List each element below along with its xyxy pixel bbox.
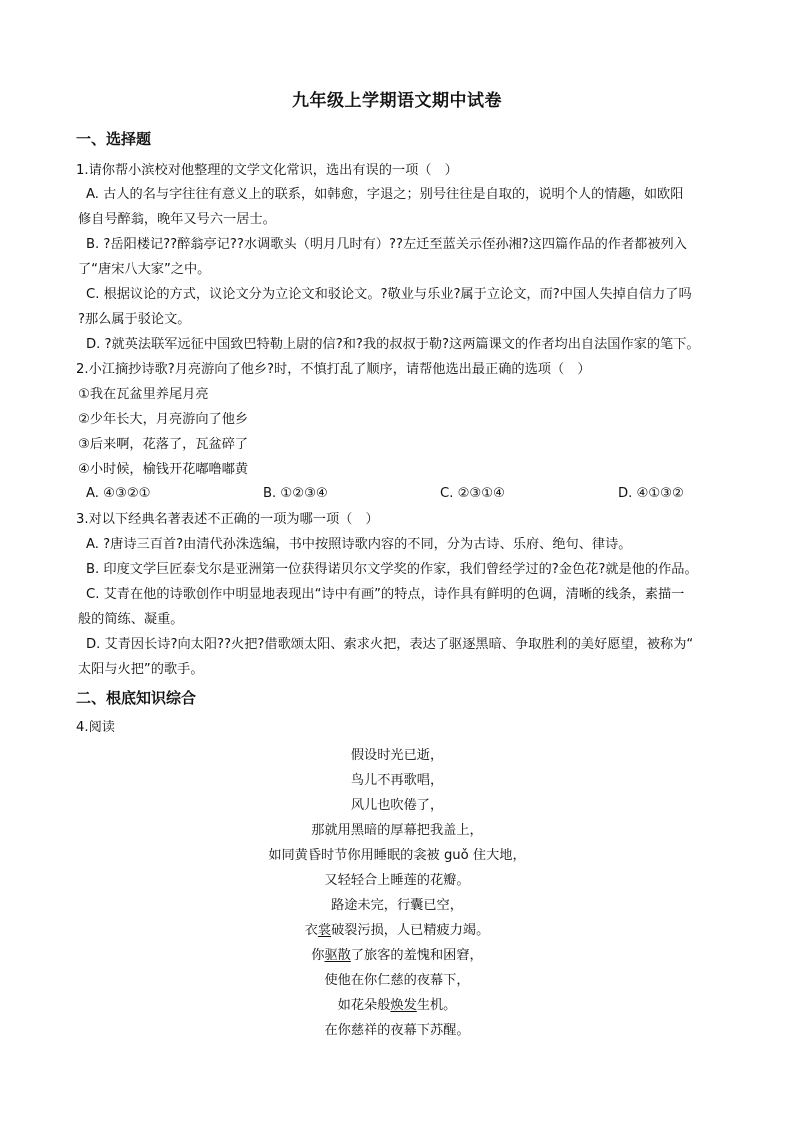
poem-text: 破裂污损，人已精疲力竭。 [331,923,490,938]
poem-line: 在你慈祥的夜幕下苏醒。 [324,1023,470,1038]
q3-option-d: D. 艾青因长诗?向太阳??火把?借歌颂太阳、索求火把，表达了驱逐黑暗、争取胜利的美好愿望，被称为“ [86,637,694,652]
q3-option-c: C. 艾青在他的诗歌创作中明显地表现出“诗中有画”的特点，诗作具有鲜明的色调，清晰的线条，素描一 [86,587,685,602]
section-heading-basics: 二、根底知识综合 [76,689,197,707]
q2-stem: 2.小江摘抄诗歌?月亮游向了他乡?时，不慎打乱了顺序，请帮他选出最正确的选项（ ） [76,362,591,377]
poem-text: 衣 [304,923,318,938]
underlined-word: 裳 [317,923,332,938]
q1-option-c: C. 根据议论的方式，议论文分为立论文和驳论文。?敬业与乐业?属于立论文，而?中国人失掉自信力了吗 [86,287,692,302]
q1-option-d: D. ?就英法联军远征中国致巴特勒上尉的信?和?我的叔叔于勒?这两篇课文的作者均出自法国作家的笔下。 [86,337,700,352]
q2-line-4: ④小时候，榆钱开花嘟噜嘟黄 [78,462,249,477]
poem-line [0,994,794,1013]
q1-option-a-cont: 修自号醉翁，晚年又号六一居士。 [78,212,276,227]
poem-line [0,944,794,963]
underlined-word: 焕发 [390,998,417,1013]
poem-line: 使他在你仁慈的夜幕下， [324,973,470,988]
q3-option-b: B. 印度文学巨匠泰戈尔是亚洲第一位获得诺贝尔文学奖的作家，我们曾经学过的?金色花?就是他的作品。 [86,562,698,577]
poem-line: 鸟儿不再歌唱， [350,773,444,788]
page-title: 九年级上学期语文期中试卷 [292,91,502,111]
poem-line: 那就用黑暗的厚幕把我盖上， [311,823,483,838]
poem-line: 如同黄昏时节你用睡眠的衾被 guǒ 住大地， [268,848,526,863]
q2-option-b: B. ①②③④ [263,486,328,501]
q3-stem: 3.对以下经典名著表述不正确的一项为哪一项（ ） [76,512,379,527]
q2-line-2: ②少年长大，月亮游向了他乡 [78,412,249,427]
q4-stem: 4.阅读 [76,720,115,735]
poem-text: 了旅客的羞愧和困窘， [350,948,483,963]
q3-option-d-cont: 太阳与火把”的歌手。 [78,662,204,677]
poem-text: 如花朵般 [337,998,391,1013]
q3-option-c-cont: 般的简练、凝重。 [78,612,184,627]
poem-line: 假设时光已逝， [350,748,444,763]
q1-stem: 1.请你帮小滨校对他整理的文学文化常识，选出有误的一项（ ） [76,163,458,178]
q2-line-3: ③后来啊，花落了，瓦盆碎了 [78,437,249,452]
q3-option-a: A. ?唐诗三百首?由清代孙洙选编，书中按照诗歌内容的不同，分为古诗、乐府、绝句、律诗。 [86,537,632,552]
poem-line: 风儿也吹倦了， [350,798,444,813]
q1-option-b-cont: 了“唐宋八大家”之中。 [78,262,211,277]
q2-option-c: C. ②③①④ [440,486,505,501]
q2-line-1: ①我在瓦盆里养尾月亮 [78,387,209,402]
q1-option-b: B. ?岳阳楼记??醉翁亭记??水调歌头（明月几时有）??左迁至蓝关示侄孙湘?这四篇作品的作者都被列入 [86,237,687,252]
q2-option-d: D. ④①③② [618,486,684,501]
q1-option-c-cont: ?那么属于驳论文。 [78,312,191,327]
poem-line: 又轻轻合上睡莲的花瓣。 [324,873,470,888]
underlined-word: 驱散 [324,948,351,963]
poem-line [0,919,794,938]
poem-text: 你 [311,948,325,963]
q1-option-a: A. 古人的名与字往往有意义上的联系，如韩愈，字退之；别号往往是自取的，说明个人的情趣，如欧阳 [86,187,684,202]
q2-option-a: A. ④③②① [86,486,151,501]
poem-text: 生机。 [416,998,457,1013]
poem-line: 路途未完，行囊已空， [331,898,463,913]
section-heading-choice: 一、选择题 [76,130,152,148]
